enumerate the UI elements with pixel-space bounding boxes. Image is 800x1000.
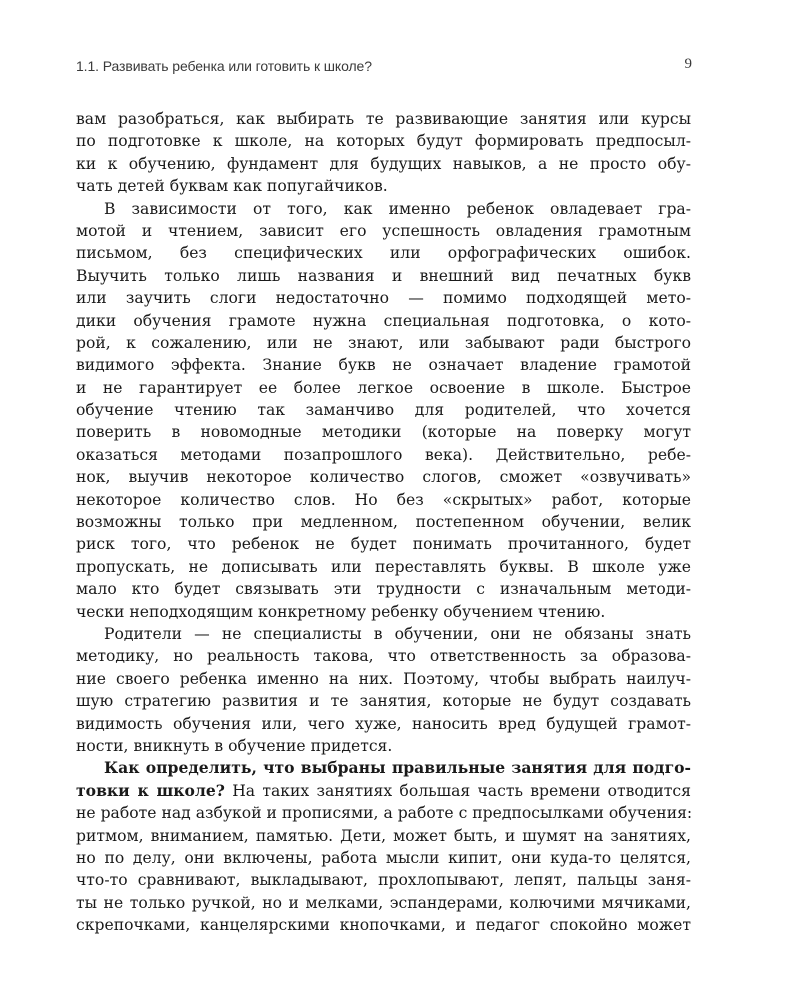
bold-question-end: товки к школе?: [76, 780, 225, 800]
text-line: что-то сравнивают, выкладывают, прохлопывают, лепят, пальцы заня-: [76, 871, 691, 890]
text-line: возможны только при медленном, постепенном обучении, велик: [76, 513, 691, 532]
text-line: ки к обучению, фундамент для будущих навыков, а не просто обу-: [76, 154, 691, 173]
paragraph-1: [76, 108, 691, 198]
text-line: скрепочками, канцелярскими кнопочками, и педагог спокойно может: [76, 916, 691, 935]
text-line: шую стратегию развития и те занятия, которые не будут создавать: [76, 692, 691, 711]
text-line: вам разобраться, как выбирать те развивающие занятия или курсы: [76, 110, 691, 128]
text-line: ты не только ручкой, но и мелками, эспандерами, колючими мячиками,: [76, 893, 691, 912]
text-line: дики обучения грамоте нужна специальная подготовка, о кото-: [76, 311, 691, 330]
bold-question-line: Как определить, что выбраны правильные занятия для подго-: [104, 758, 691, 778]
text-line: мало кто будет связывать эти трудности с изначальным методи-: [76, 580, 691, 599]
text-line: мотой и чтением, зависит его успешность овладения грамотным: [76, 221, 691, 240]
page-number: 9: [684, 56, 692, 72]
text-line: пропускать, не дописывать или переставлять буквы. В школе уже: [76, 557, 691, 576]
paragraph-2: [76, 198, 691, 623]
text-line: но по делу, они включены, работа мысли кипит, они куда-то целятся,: [76, 848, 691, 867]
text-line: видимость обучения или, чего хуже, наносить вред будущей грамот-: [76, 714, 691, 733]
text-line: чески неподходящим конкретному ребенку обучением чтению.: [76, 602, 606, 621]
text-line: видимого эффекта. Знание букв не означает владение грамотой: [76, 356, 691, 375]
text-line: риск того, что ребенок не будет понимать прочитанного, будет: [76, 535, 691, 554]
text-line: методику, но реальность такова, что ответственность за образова-: [76, 647, 691, 666]
paragraph-3: [76, 623, 691, 757]
body-text: [76, 108, 691, 936]
text-line: чать детей буквам как попугайчиков.: [76, 177, 388, 196]
text-line: и не гарантирует ее более легкое освоение в школе. Быстрое: [76, 378, 691, 397]
text-fragment: На таких занятиях большая часть времени отводится: [224, 781, 691, 800]
text-line: или заучить слоги недостаточно — помимо подходящей мето-: [76, 289, 691, 308]
text-line: рой, к сожалению, или не знают, или забывают ради быстрого: [76, 333, 691, 352]
text-line: оказаться методами позапрошлого века). Действительно, ребе-: [76, 445, 691, 464]
text-line: письмом, без специфических или орфографических ошибок.: [76, 244, 691, 263]
text-line: не работе над азбукой и прописями, а работе с предпосылками обучения:: [76, 804, 693, 823]
paragraph-4: [76, 757, 691, 936]
text-line: Выучить только лишь названия и внешний вид печатных букв: [76, 266, 691, 285]
text-line: по подготовке к школе, на которых будут формировать предпосыл-: [76, 132, 691, 151]
text-line: поверить в новомодные методики (которые на поверку могут: [76, 423, 691, 442]
text-line: некоторое количество слов. Но без «скрытых» работ, которые: [76, 490, 691, 509]
text-line: ритмом, вниманием, памятью. Дети, может быть, и шумят на занятиях,: [76, 826, 691, 845]
text-line: ние своего ребенка именно на них. Поэтому, чтобы выбрать наилуч-: [76, 669, 691, 688]
text-line: [76, 780, 691, 802]
text-line: обучение чтению так заманчиво для родителей, что хочется: [76, 401, 691, 420]
text-line: В зависимости от того, как именно ребенок овладевает гра-: [104, 199, 691, 218]
text-line: нок, выучив некоторое количество слогов, сможет «озвучивать»: [76, 468, 691, 487]
running-header: 1.1. Развивать ребенка или готовить к школе?: [76, 58, 372, 74]
text-line: Родители — не специалисты в обучении, они не обязаны знать: [104, 624, 691, 643]
text-line: ности, вникнуть в обучение придется.: [76, 736, 393, 755]
